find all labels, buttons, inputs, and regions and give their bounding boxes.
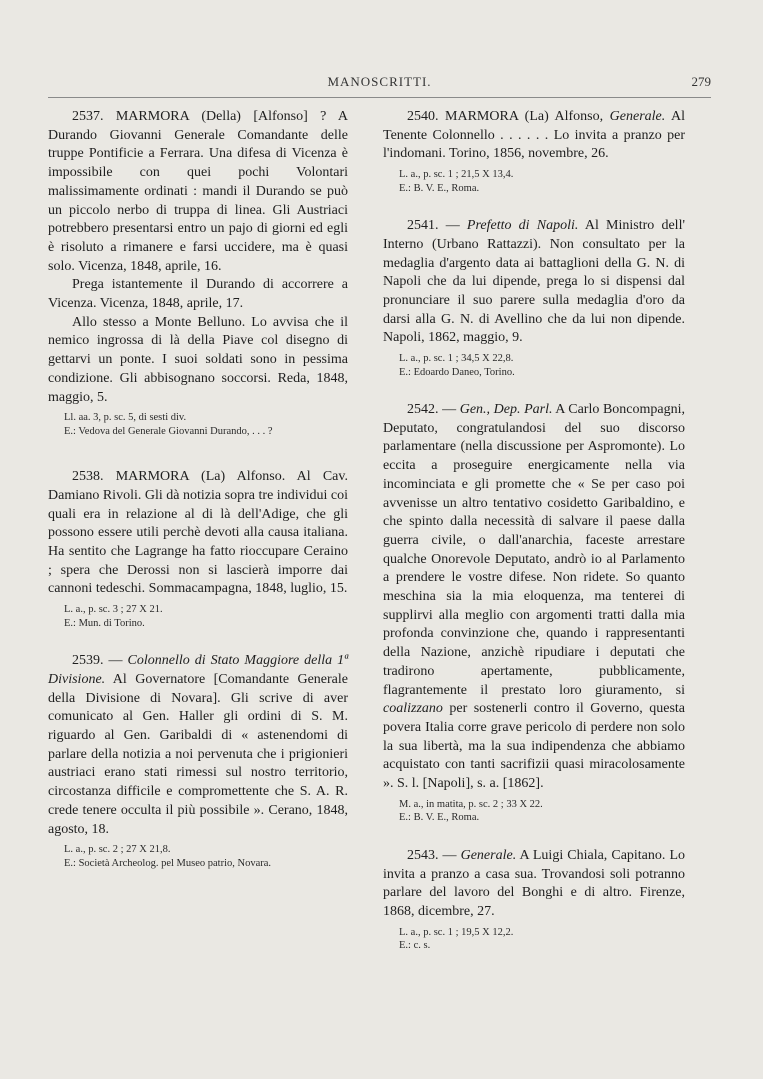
entry-2537-text-3: Allo stesso a Monte Belluno. Lo avvisa che il nemico ingrossa di là della Piave col disegno di gettarvi un ponte. I suoi soldati sono in pessima condizione. Gli abbisognano soccorsi. Reda, 1848, maggio, 5.	[48, 314, 348, 405]
footnote-line: E.: B. V. E., Roma.	[399, 812, 480, 824]
entry-2542-text	[383, 401, 685, 794]
entry-2541-body: Al Ministro dell' Interno (Urbano Rattazzi). Non consultato per la medaglia d'argento data ai battaglioni della G. N. di Napoli che da lui dipende, prega lo si dispensi dal pronunciare il suo parere sulla medaglia d'oro da darsi alla G. N. di Avellino che da lui non dipende. Napoli, 1862, maggio, 9.	[383, 218, 685, 346]
entry-2541-footnote	[399, 352, 685, 379]
entry-2540-title: Generale.	[609, 109, 666, 124]
footnote-line: L. a., p. sc. 1 ; 19,5 X 12,2.	[399, 926, 514, 938]
entry-2539-lead: 2539. —	[72, 653, 128, 669]
right-column	[383, 108, 685, 961]
entry-2539-title: Colonnello di Stato Maggiore della 1ª Divisione.	[48, 653, 348, 687]
entry-2537-text: 2537. MARMORA (Della) [Alfonso] ? A Durando Giovanni Generale Comandante delle truppe Pontificie a Ferrara. Una difesa di Vicenza è impossibile con quei pochi Volontari malissimamente ordinati : mandi il Durando se può un piccolo nerbo di truppa di linea. Gli Austriaci potrebbero presentarsi entro un pajo di giorni ed egli è risoluto a rimanere e farsi uccidere, ma è quasi solo. Vicenza, 1848, aprile, 16.	[48, 109, 348, 274]
footnote-line: Ll. aa. 3, p. sc. 5, di sesti div.	[64, 412, 187, 424]
entry-2538	[48, 468, 348, 630]
entry-2543-footnote	[399, 926, 685, 953]
footnote-line: E.: Edoardo Daneo, Torino.	[399, 366, 515, 378]
entry-2543-title: Generale.	[460, 847, 517, 863]
entry-2540-footnote	[399, 168, 685, 195]
entry-2540	[383, 108, 685, 195]
entry-2541	[383, 217, 685, 379]
entry-2537-text-2: Prega istantemente il Durando di accorrere a Vicenza. Vicenza, 1848, aprile, 17.	[48, 277, 348, 312]
left-column	[48, 108, 348, 878]
entry-2543	[383, 847, 685, 953]
footnote-line: E.: Mun. di Torino.	[64, 617, 145, 629]
entry-2539	[48, 652, 348, 870]
entry-2538-footnote	[64, 603, 348, 630]
running-head: MANOSCRITTI.	[327, 74, 432, 89]
entry-2541-text	[383, 217, 685, 348]
entry-2542-lead: 2542. —	[407, 402, 460, 418]
entry-2537-footnote	[64, 411, 348, 438]
entry-2540-lead: 2540. MARMORA (La) Alfonso,	[407, 109, 610, 124]
entry-2539-text	[48, 652, 348, 839]
footnote-line: L. a., p. sc. 1 ; 34,5 X 22,8.	[399, 353, 514, 365]
entry-2541-title: Prefetto di Napoli.	[466, 218, 579, 234]
entry-2537	[48, 108, 348, 438]
entry-2543-body: A Luigi Chiala, Capitano. Lo invita a pranzo a casa sua. Trovandosi soli potranno parlare del lavoro del Bonghi e di altro. Firenze, 1868, dicembre, 27.	[383, 847, 685, 919]
entry-2542-footnote	[399, 798, 685, 825]
entry-2542-italic-word: coalizzano	[383, 701, 443, 717]
footnote-line: L. a., p. sc. 2 ; 27 X 21,8.	[64, 844, 171, 856]
entry-2541-lead: 2541. —	[407, 218, 467, 234]
page-number: 279	[691, 74, 711, 89]
entry-2542-body-2: per sostenerli contro il Governo, questa povera Italia corre grave pericolo di perdere non solo la sua libertà, ma la sua indipendenza che abbiamo acquistato con tanti sacrifizii quasi miracolosamente ». S. l. [Napoli], s. a. [1862].	[383, 701, 685, 792]
footnote-line: M. a., in matita, p. sc. 2 ; 33 X 22.	[399, 798, 543, 810]
entry-2540-body: Al Tenente Colonnello . . . . . . Lo invita a pranzo per l'indomani. Torino, 1856, novembre, 26.	[383, 109, 685, 162]
header-rule	[48, 97, 711, 98]
entry-2539-footnote	[64, 843, 348, 870]
entry-2540-text	[383, 108, 685, 164]
entry-2543-text	[383, 847, 685, 922]
footnote-line: E.: c. s.	[399, 940, 431, 952]
entry-2542	[383, 401, 685, 825]
entry-2542-body: A Carlo Boncompagni, Deputato, congratulandosi del suo discorso parlamentare (nella discussione per Aspromonte). Lo eccita a proseguire energicamente nella via incominciata e gli promette che « Se per caso poi avvenisse un altro tentativo cosidetto Garibaldino, e che spinto dalla necessità di salvare il paese dalla guerra civile, o dall'anarchia, faceste arrestare qualche Onorevole Deputato, andrò io al Parlamento a prendere le vostre difese. Non ridete. So quanto meschina sia la mia eloquenza, ma tenterei di supplirvi alla meglio con argomenti tratti dalla mia profonda convinzione che, quando i rappresentanti della Nazione, anzichè ripudiare i deputati che tradirono apertamente, pubblicamente, flagrantemente il prestato loro giuramento, si	[383, 402, 685, 698]
footnote-line: L. a., p. sc. 3 ; 27 X 21.	[64, 604, 163, 616]
footnote-line: E.: Vedova del Generale Giovanni Durando, . . . ?	[64, 425, 273, 437]
page-header	[48, 74, 711, 96]
entry-2543-lead: 2543. —	[407, 847, 461, 863]
entry-2538-text: 2538. MARMORA (La) Alfonso. Al Cav. Damiano Rivoli. Gli dà notizia sopra tre individui coi quali era in relazione al di là dell'Adige, che gli possono essere utili perchè devoti alla causa italiana. Ha sentito che Lagrange ha fatto rioccupare Ceraino ; spera che Derossi non si lascierà imporre dai cannoni tedeschi. Sommacampagna, 1848, luglio, 15.	[48, 469, 348, 597]
footnote-line: L. a., p. sc. 1 ; 21,5 X 13,4.	[399, 169, 514, 181]
footnote-line: E.: Società Archeolog. pel Museo patrio, Novara.	[64, 857, 272, 869]
entry-2539-body: Al Governatore [Comandante Generale della Divisione di Novara]. Gli scrive di aver comunicato al Gen. Haller gli ordini di S. M. riguardo al Gen. Garibaldi di « astenendomi di parlare della notizia a noi pervenuta che i prigionieri austriaci erano stati rimessi sul nostro territorio, circostanza difficile e compromettente che S. A. R. crede tenere occulta il più possibile ». Cerano, 1848, agosto, 18.	[48, 671, 348, 837]
entry-2542-title: Gen., Dep. Parl.	[459, 402, 553, 418]
footnote-line: E.: B. V. E., Roma.	[399, 182, 480, 194]
